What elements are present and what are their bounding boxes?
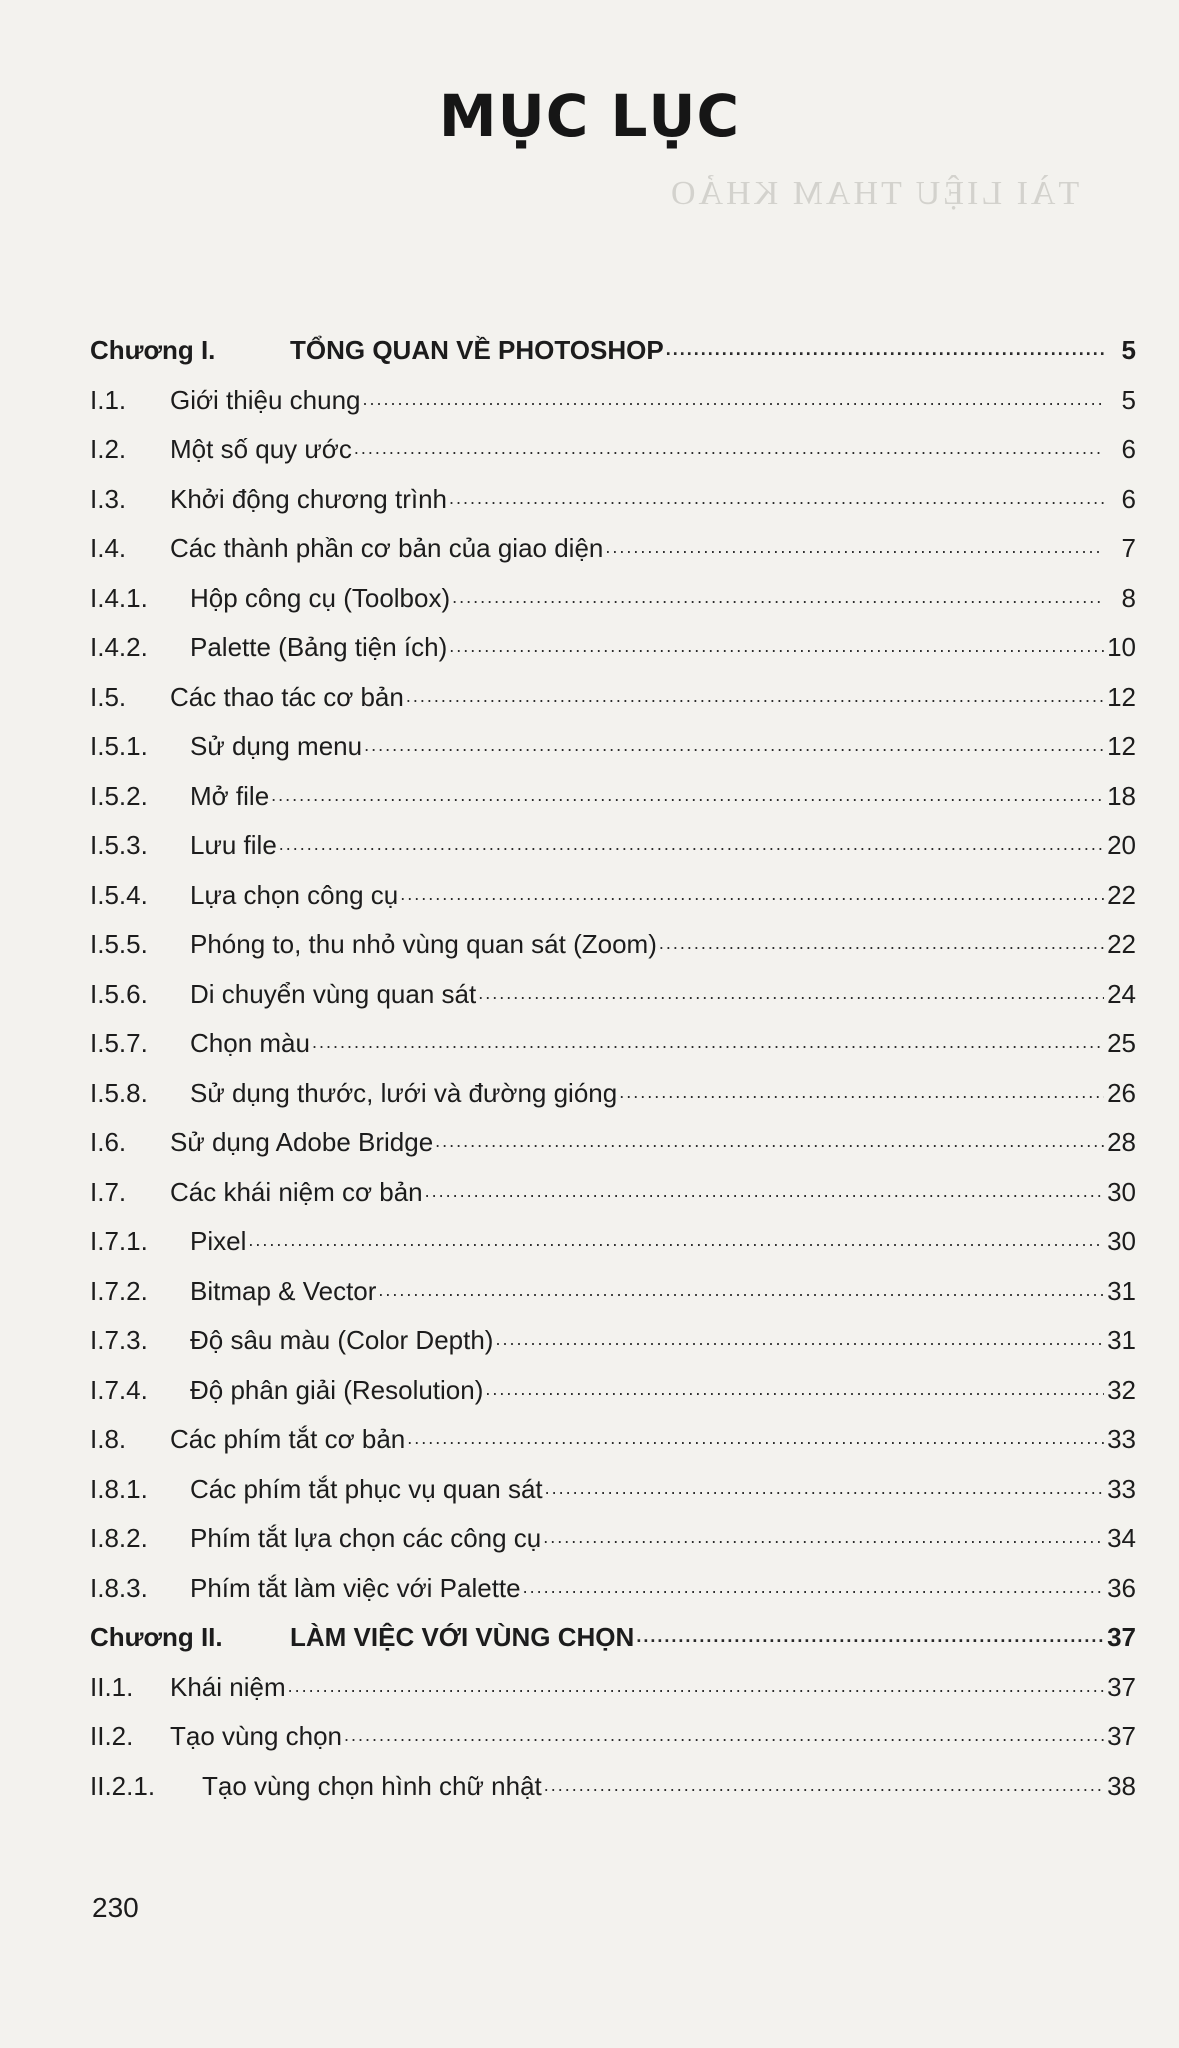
toc-number: I.6. (90, 1127, 127, 1157)
toc-chapter-row (90, 1613, 1136, 1663)
toc-number: I.3. (90, 483, 127, 514)
toc-number: I.4.1. (90, 582, 148, 613)
toc-row (90, 524, 1136, 574)
toc-title: TỔNG QUAN VỀ PHOTOSHOP (290, 335, 664, 365)
toc-page-number: 30 (1107, 1226, 1136, 1256)
toc-page-number: 24 (1107, 978, 1136, 1009)
toc-row (90, 1514, 1136, 1564)
toc-page-number: 22 (1107, 929, 1136, 959)
toc-number: I.8.1. (90, 1473, 148, 1504)
toc-page-number: 20 (1107, 830, 1136, 860)
toc-number: I.5.2. (90, 780, 148, 811)
toc-number: I.5.1. (90, 731, 148, 761)
toc-number: I.5.4. (90, 879, 148, 910)
toc-page-number: 33 (1107, 1473, 1136, 1504)
toc-number: I.1. (90, 384, 127, 415)
toc-leader-dots (659, 916, 1104, 969)
toc-leader-dots (478, 966, 1104, 1019)
toc-leader-dots (364, 718, 1104, 771)
toc-title: Khái niệm (170, 1671, 286, 1702)
toc-leader-dots (344, 1708, 1104, 1761)
toc-row (90, 673, 1136, 723)
toc-page-number: 37 (1107, 1671, 1136, 1702)
toc-page-number: 6 (1121, 434, 1136, 464)
toc-number: II.2. (90, 1721, 134, 1751)
toc-number: I.8.2. (90, 1523, 148, 1553)
toc-title: Khởi động chương trình (170, 483, 447, 514)
toc-row (90, 1663, 1136, 1713)
toc-row (90, 871, 1136, 921)
toc-row (90, 574, 1136, 624)
toc-title: Lựa chọn công cụ (190, 879, 399, 910)
toc-row (90, 1762, 1136, 1812)
toc-number: I.5.7. (90, 1028, 148, 1058)
toc-row (90, 1712, 1136, 1762)
toc-row (90, 1465, 1136, 1515)
toc-title: Sử dụng thước, lưới và đường gióng (190, 1077, 618, 1108)
toc-page-number: 34 (1107, 1523, 1136, 1553)
toc-leader-dots (452, 570, 1104, 623)
toc-number: I.7. (90, 1176, 127, 1207)
toc-title: Một số quy ước (170, 434, 352, 464)
toc-leader-dots (407, 1411, 1104, 1464)
toc-title: Sử dụng menu (190, 731, 363, 761)
toc-title: Các thao tác cơ bản (170, 681, 404, 712)
toc-leader-dots (449, 619, 1104, 672)
toc-leader-dots (495, 1312, 1104, 1365)
toc-row (90, 623, 1136, 673)
toc-leader-dots (271, 768, 1104, 821)
toc-page-number: 6 (1121, 483, 1136, 514)
toc-title: Các phím tắt cơ bản (170, 1424, 406, 1454)
toc-title: Tạo vùng chọn hình chữ nhật (202, 1770, 542, 1801)
toc-title: Phím tắt làm việc với Palette (190, 1572, 521, 1603)
toc-row (90, 772, 1136, 822)
toc-number: I.5.8. (90, 1077, 148, 1108)
toc-leader-dots (378, 1263, 1104, 1316)
toc-page-number: 36 (1107, 1572, 1136, 1603)
toc-page-number: 18 (1107, 780, 1136, 811)
toc-title: Bitmap & Vector (190, 1275, 377, 1306)
toc-number: Chương II. (90, 1622, 223, 1652)
toc-title: Độ sâu màu (Color Depth) (190, 1325, 494, 1355)
toc-row (90, 1118, 1136, 1168)
toc-row (90, 1069, 1136, 1119)
toc-number: I.4. (90, 533, 127, 563)
toc-page-number: 37 (1107, 1622, 1136, 1652)
toc-leader-dots (543, 1510, 1104, 1563)
toc-number: I.5. (90, 681, 127, 712)
toc-row (90, 1168, 1136, 1218)
toc-row (90, 1415, 1136, 1465)
bleed-through-text: TÀI LIỆU THAM KHẢO (668, 175, 1080, 212)
table-of-contents (90, 326, 1136, 1811)
toc-leader-dots (248, 1213, 1104, 1266)
toc-title: Tạo vùng chọn (170, 1721, 343, 1751)
toc-leader-dots (312, 1015, 1104, 1068)
toc-number: II.2.1. (90, 1770, 156, 1801)
toc-row (90, 1316, 1136, 1366)
toc-leader-dots (619, 1065, 1104, 1118)
toc-row (90, 1217, 1136, 1267)
toc-page-number: 28 (1107, 1127, 1136, 1157)
toc-row (90, 475, 1136, 525)
toc-page-number: 10 (1107, 632, 1136, 662)
toc-page-number: 30 (1107, 1176, 1136, 1207)
toc-row (90, 821, 1136, 871)
toc-chapter-row (90, 326, 1136, 376)
toc-page-number: 8 (1121, 582, 1136, 613)
toc-leader-dots (425, 1164, 1104, 1217)
toc-page-number: 31 (1107, 1275, 1136, 1306)
toc-leader-dots (605, 520, 1104, 573)
toc-page-number: 12 (1107, 681, 1136, 712)
toc-number: I.5.6. (90, 978, 148, 1009)
toc-leader-dots (666, 322, 1104, 375)
toc-number: I.7.2. (90, 1275, 148, 1306)
toc-number: I.7.1. (90, 1226, 148, 1256)
toc-leader-dots (435, 1114, 1104, 1167)
toc-row (90, 722, 1136, 772)
toc-page-number: 31 (1107, 1325, 1136, 1355)
toc-title: Chọn màu (190, 1028, 310, 1058)
toc-page-number: 33 (1107, 1424, 1136, 1454)
toc-page-number: 5 (1121, 335, 1136, 365)
toc-number: I.5.5. (90, 929, 148, 959)
toc-row (90, 1564, 1136, 1614)
toc-title: Các khái niệm cơ bản (170, 1176, 423, 1207)
page-number: 230 (92, 1892, 139, 1923)
toc-leader-dots (400, 867, 1104, 920)
toc-title: Giới thiệu chung (170, 384, 361, 415)
toc-number: I.5.3. (90, 830, 148, 860)
toc-leader-dots (449, 471, 1104, 524)
toc-leader-dots (354, 421, 1104, 474)
toc-leader-dots (288, 1659, 1104, 1712)
toc-title: Độ phân giải (Resolution) (190, 1374, 484, 1405)
toc-title: Lưu file (190, 830, 277, 860)
toc-number: I.7.3. (90, 1325, 148, 1355)
toc-title: Phím tắt lựa chọn các công cụ (190, 1523, 542, 1553)
toc-page-number: 32 (1107, 1374, 1136, 1405)
toc-page-number: 12 (1107, 731, 1136, 761)
toc-leader-dots (636, 1609, 1104, 1662)
toc-number: I.7.4. (90, 1374, 148, 1405)
toc-title: Các phím tắt phục vụ quan sát (190, 1473, 543, 1504)
toc-leader-dots (485, 1362, 1104, 1415)
toc-number: I.8.3. (90, 1572, 148, 1603)
toc-page-number: 25 (1107, 1028, 1136, 1058)
toc-title: Mở file (190, 780, 270, 811)
toc-number: I.2. (90, 434, 127, 464)
toc-leader-dots (545, 1461, 1104, 1514)
toc-title: Hộp công cụ (Toolbox) (190, 582, 451, 613)
toc-row (90, 1366, 1136, 1416)
toc-number: I.8. (90, 1424, 127, 1454)
toc-page-number: 5 (1121, 384, 1136, 415)
toc-row (90, 920, 1136, 970)
toc-row (90, 970, 1136, 1020)
page-title: MỤC LỤC (438, 82, 741, 150)
toc-leader-dots (279, 817, 1104, 870)
toc-title: Palette (Bảng tiện ích) (190, 632, 448, 662)
toc-leader-dots (406, 669, 1104, 722)
toc-title: Sử dụng Adobe Bridge (170, 1127, 434, 1157)
toc-title: Các thành phần cơ bản của giao diện (170, 533, 604, 563)
toc-row (90, 1267, 1136, 1317)
toc-title: Di chuyển vùng quan sát (190, 978, 477, 1009)
toc-leader-dots (363, 372, 1105, 425)
toc-page-number: 7 (1121, 533, 1136, 563)
toc-page-number: 26 (1107, 1077, 1136, 1108)
toc-row (90, 376, 1136, 426)
toc-title: Phóng to, thu nhỏ vùng quan sát (Zoom) (190, 929, 657, 959)
toc-title: Pixel (190, 1226, 247, 1256)
toc-page-number: 37 (1107, 1721, 1136, 1751)
toc-number: I.4.2. (90, 632, 148, 662)
toc-page-number: 38 (1107, 1770, 1136, 1801)
toc-number: Chương I. (90, 335, 216, 365)
toc-leader-dots (544, 1758, 1104, 1811)
toc-row (90, 425, 1136, 475)
toc-leader-dots (523, 1560, 1104, 1613)
toc-title: LÀM VIỆC VỚI VÙNG CHỌN (290, 1622, 635, 1652)
toc-row (90, 1019, 1136, 1069)
toc-page-number: 22 (1107, 879, 1136, 910)
toc-number: II.1. (90, 1671, 134, 1702)
